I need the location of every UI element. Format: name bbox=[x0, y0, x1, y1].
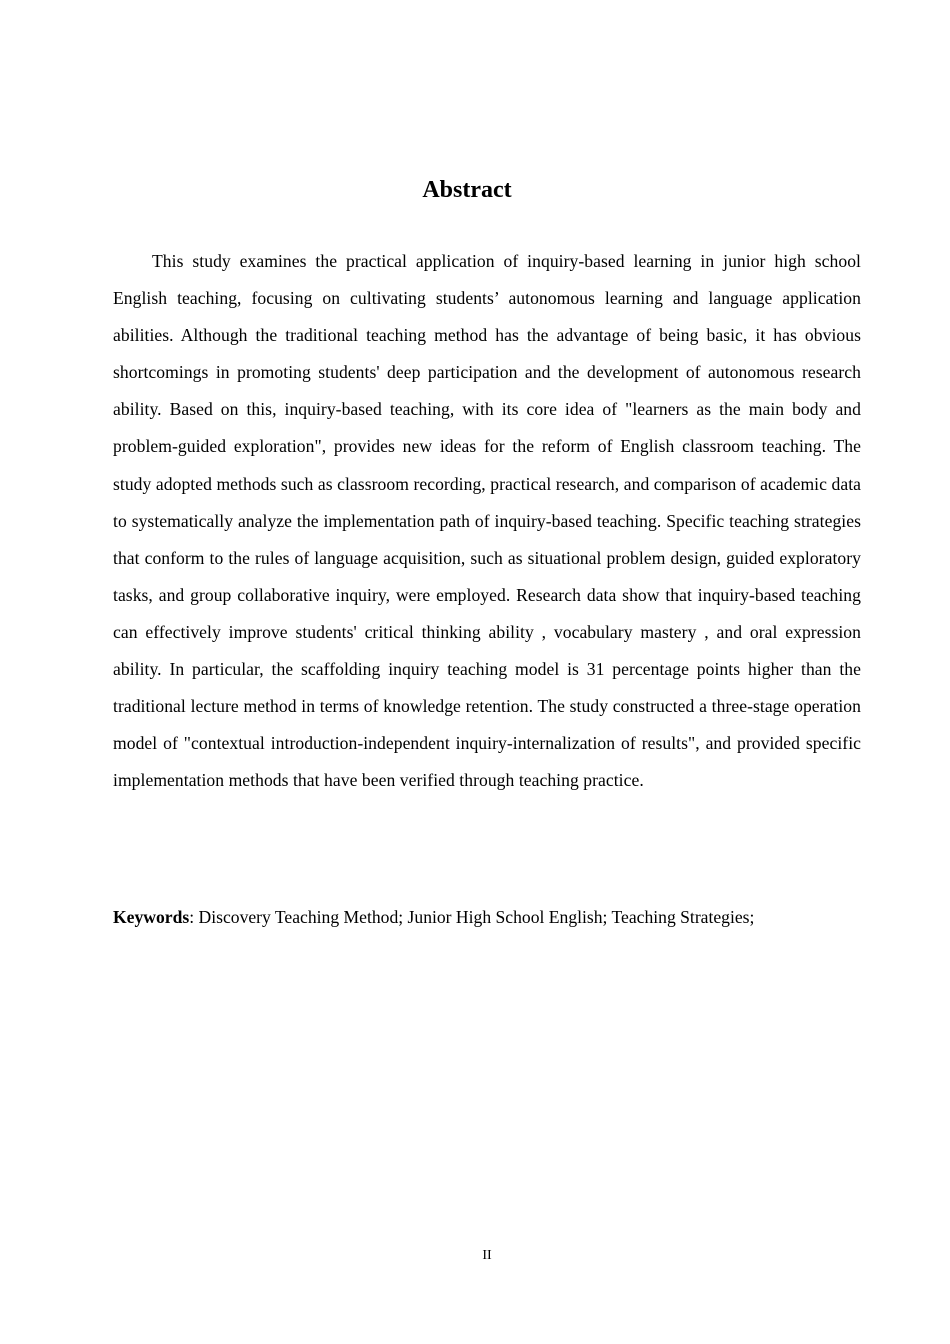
abstract-paragraph: This study examines the practical application of inquiry-based learning in junior high school English teaching, focusing on cultivating students’ autonomous learning and language application abilities. Although the traditional teaching method has the advantage of being basic, it has obvious shortcomings in promoting students' deep participation and the development of autonomous research ability. Based on this, inquiry-based teaching, with its core idea of "learners as the main body and problem-guided exploration", provides new ideas for the reform of English classroom teaching. The study adopted methods such as classroom recording, practical research, and comparison of academic data to systematically analyze the implementation path of inquiry-based teaching. Specific teaching strategies that conform to the rules of language acquisition, such as situational problem design, guided exploratory tasks, and group collaborative inquiry, were employed. Research data show that inquiry-based teaching can effectively improve students' critical thinking ability , vocabulary mastery , and oral expression ability. In particular, the scaffolding inquiry teaching model is 31 percentage points higher than the traditional lecture method in terms of knowledge retention. The study constructed a three-stage operation model of "contextual introduction-independent inquiry-internalization of results", and provided specific implementation methods that have been verified through teaching practice. bbox=[113, 251, 861, 791]
keywords-label: Keywords bbox=[113, 907, 190, 927]
keywords-list: : Discovery Teaching Method; Junior High School English; Teaching Strategies; bbox=[189, 907, 755, 927]
abstract-title: Abstract bbox=[422, 177, 512, 203]
keywords-line bbox=[113, 900, 873, 934]
page-number: II bbox=[482, 1248, 492, 1263]
